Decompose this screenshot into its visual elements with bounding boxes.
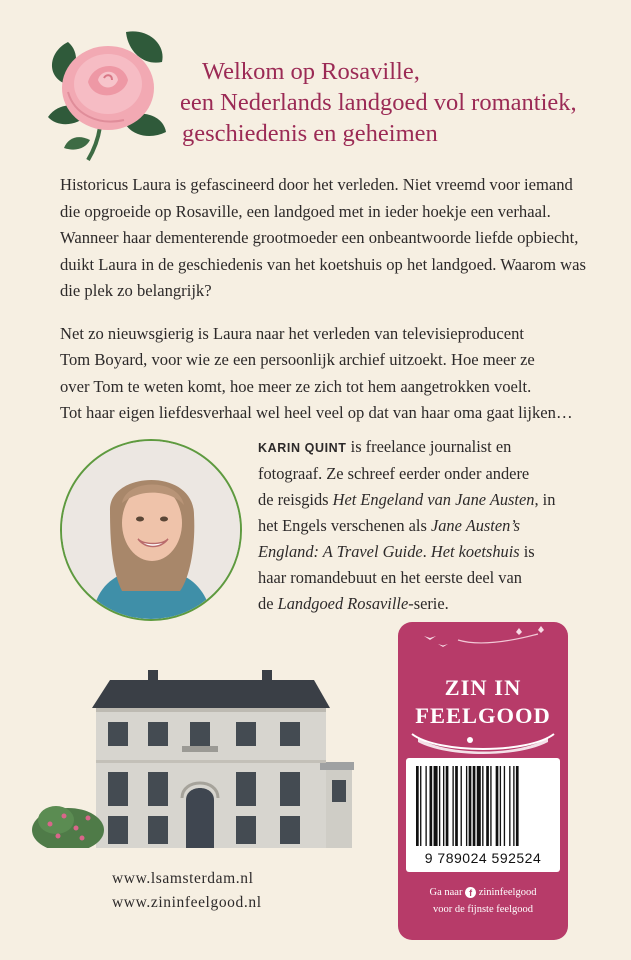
- book-blurb: [60, 172, 586, 443]
- bio-text: .: [422, 542, 431, 561]
- barcode-bar: [439, 766, 440, 846]
- author-name: KARIN QUINT: [258, 441, 347, 455]
- barcode-bar: [455, 766, 458, 846]
- blurb-line: Wanneer haar dementerende grootmoeder een onbeantwoorde liefde opbiecht,: [60, 228, 579, 247]
- barcode-bar: [461, 766, 462, 846]
- hammock-icon: [408, 730, 558, 756]
- blurb-paragraph: [60, 172, 586, 305]
- blurb-line: over Tom te weten komt, hoe meer ze zich tot hem aangetrokken voelt.: [60, 376, 532, 396]
- zin-in-feelgood-badge: [398, 622, 568, 940]
- badge-footer: [398, 884, 568, 918]
- manor-house-illustration: [30, 668, 360, 848]
- tagline-line: geschiedenis en geheimen: [182, 120, 438, 147]
- book-title: Het koetshuis: [430, 542, 520, 561]
- author-bio: [258, 434, 588, 617]
- barcode-bar: [513, 766, 514, 846]
- barcode-bar: [504, 766, 505, 846]
- blurb-line: die plek zo belangrijk?: [60, 281, 212, 300]
- tagline-line: een Nederlands landgoed vol romantiek,: [180, 89, 577, 116]
- barcode: [414, 766, 552, 848]
- bio-text: is freelance journalist en: [346, 437, 512, 456]
- series-title: Landgoed Rosaville: [277, 594, 409, 613]
- barcode-bar: [430, 766, 433, 846]
- barcode-bar: [500, 766, 501, 846]
- barcode-bar: [490, 766, 491, 846]
- barcode-bar: [496, 766, 499, 846]
- barcode-bar: [516, 766, 519, 846]
- bio-text: het Engels verschenen als: [258, 516, 431, 535]
- bio-text: is: [519, 542, 535, 561]
- website-link-zininfeelgood[interactable]: www.zininfeelgood.nl: [112, 894, 262, 911]
- facebook-handle[interactable]: zininfeelgood: [476, 887, 537, 898]
- book-title: Jane Austen’s: [430, 516, 521, 535]
- book-title: Het Engeland van Jane Austen: [332, 490, 535, 509]
- barcode-bar: [434, 766, 438, 846]
- bio-line: [258, 539, 588, 565]
- bio-line: fotograaf. Ze schreef eerder onder andere: [258, 464, 530, 483]
- barcode-bar: [469, 766, 472, 846]
- barcode-bar: [416, 766, 419, 846]
- facebook-icon: f: [465, 887, 476, 898]
- barcode-bar: [425, 766, 426, 846]
- blurb-line: duikt Laura in de geschiedenis van het koetshuis op het landgoed. Waarom was: [60, 254, 586, 274]
- tagline-line: Welkom op Rosaville,: [202, 58, 420, 85]
- blurb-line: die opgroeide op Rosaville, een landgoed met in ieder hoekje een verhaal.: [60, 201, 551, 221]
- book-title: England: A Travel Guide: [258, 542, 423, 561]
- birds-icon: [398, 622, 568, 682]
- barcode-bar: [473, 766, 476, 846]
- badge-footer-line: [398, 884, 568, 901]
- isbn-number: 9 789024 592524: [424, 850, 542, 866]
- barcode-bar: [443, 766, 444, 846]
- author-portrait: [60, 439, 242, 621]
- bio-line: haar romandebuut en het eerste deel van: [258, 568, 522, 587]
- blurb-line: Net zo nieuwsgierig is Laura naar het verleden van televisieproducent: [60, 323, 524, 343]
- blurb-line: Tom Boyard, voor wie ze een persoonlijk archief uitzoekt. Hoe meer ze: [60, 350, 535, 369]
- tagline: [180, 56, 620, 149]
- portrait-illustration: [62, 441, 240, 619]
- bio-text: de reisgids: [258, 490, 333, 509]
- bio-line: [258, 513, 588, 539]
- barcode-bar: [420, 766, 421, 846]
- blurb-paragraph: [60, 321, 580, 427]
- blurb-line: Historicus Laura is gefascineerd door het verleden. Niet vreemd voor iemand: [60, 175, 573, 194]
- bio-text: -serie.: [408, 594, 449, 613]
- badge-footer-text: Ga naar: [429, 887, 466, 898]
- barcode-bar: [446, 766, 449, 846]
- barcode-bar: [477, 766, 481, 846]
- bio-line: [258, 591, 588, 617]
- barcode-bar: [482, 766, 483, 846]
- bio-text: de: [258, 594, 278, 613]
- bio-line: [258, 487, 588, 513]
- barcode-box: [406, 758, 560, 872]
- rose-illustration: [38, 22, 173, 162]
- blurb-line: Tot haar eigen liefdesverhaal wel heel veel op dat van haar oma gaat lijken…: [60, 403, 573, 422]
- badge-title-line: FEELGOOD: [415, 703, 551, 728]
- website-links: [112, 867, 262, 915]
- badge-title-line: ZIN IN: [444, 675, 522, 700]
- barcode-bar: [466, 766, 467, 846]
- badge-title: [398, 674, 568, 730]
- website-link-lsamsterdam[interactable]: www.lsamsterdam.nl: [112, 870, 254, 887]
- badge-footer-line: voor de fijnste feelgood: [432, 904, 533, 915]
- bio-line: [258, 434, 588, 461]
- barcode-bar: [509, 766, 510, 846]
- barcode-bar: [452, 766, 453, 846]
- barcode-bar: [486, 766, 489, 846]
- bio-text: , in: [534, 490, 556, 509]
